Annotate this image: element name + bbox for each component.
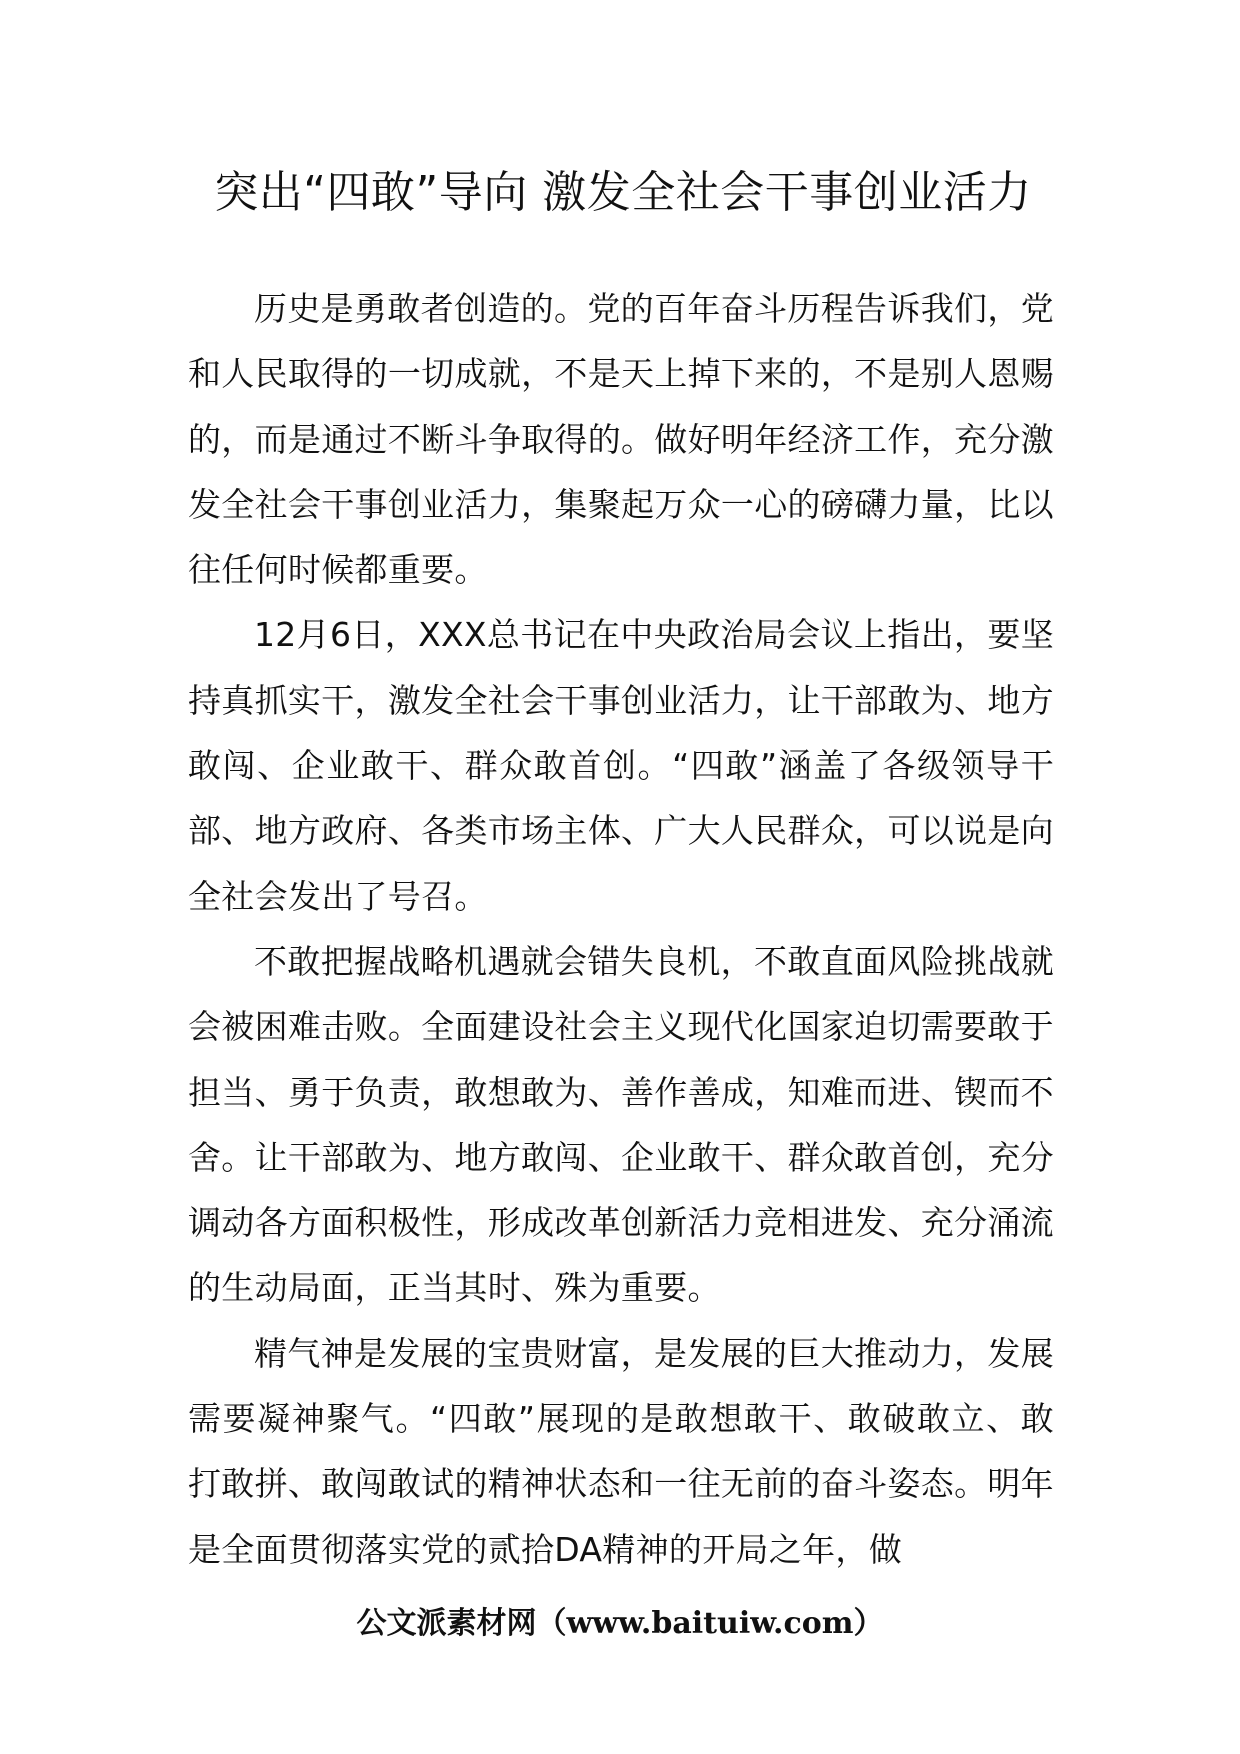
paragraph: 12月6日，XXX总书记在中央政治局会议上指出，要坚持真抓实干，激发全社会干事创业活力，让干部敢为、地方敢闯、企业敢干、群众敢首创。“四敢”涵盖了各级领导干部、地方政府、各类市场主体、广大人民群众，可以说是向全社会发出了号召。 [188, 615, 1054, 916]
document-title: 突出“四敢”导向 激发全社会干事创业活力 [214, 167, 1032, 218]
paragraph: 历史是勇敢者创造的。党的百年奋斗历程告诉我们，党和人民取得的一切成就，不是天上掉下来的，不是别人恩赐的，而是通过不断斗争取得的。做好明年经济工作，充分激发全社会干事创业活力，集聚起万众一心的磅礴力量，比以往任何时候都重要。 [188, 289, 1054, 590]
paragraph: 精气神是发展的宝贵财富，是发展的巨大推动力，发展需要凝神聚气。“四敢”展现的是敢想敢干、敢破敢立、敢打敢拼、敢闯敢试的精神状态和一往无前的奋斗姿态。明年是全面贯彻落实党的贰拾DA精神的开局之年，做 [188, 1333, 1054, 1569]
paragraph: 不敢把握战略机遇就会错失良机，不敢直面风险挑战就会被困难击败。全面建设社会主义现代化国家迫切需要敢于担当、勇于负责，敢想敢为、善作善成，知难而进、锲而不舍。让干部敢为、地方敢闯、企业敢干、群众敢首创，充分调动各方面积极性，形成改革创新活力竞相进发、充分涌流的生动局面，正当其时、殊为重要。 [188, 941, 1054, 1308]
page-footer-watermark: 公文派素材网（www.baituiw.com） [356, 1606, 884, 1641]
document-body [188, 276, 1054, 1582]
